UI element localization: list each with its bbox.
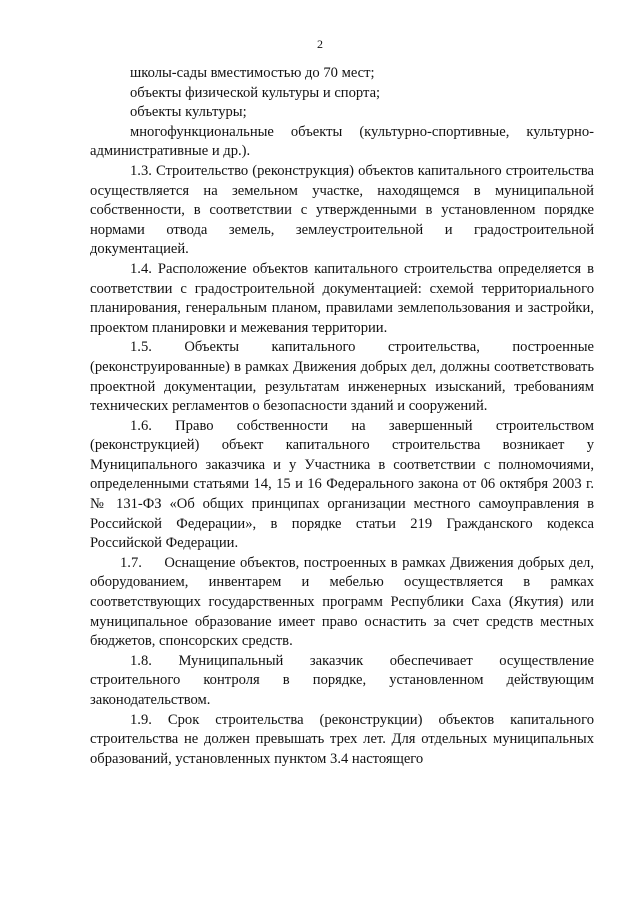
paragraph-number: 1.5. [130, 339, 152, 356]
paragraph-1-6 [90, 417, 594, 554]
paragraph-text: Расположение объектов капитального строительства определяется в соответствии с градостроительной документацией: схемой территориального планирования, генеральным планом, правилами землепользования и застройки, проектом планировки и межевания территории. [90, 260, 594, 336]
paragraph-1-4 [90, 260, 594, 338]
list-item: школы-сады вместимостью до 70 мест; [130, 65, 375, 81]
paragraph-text: Муниципальный заказчик обеспечивает осуществление строительного контроля в порядке, установленном действующим законодательством. [90, 652, 594, 708]
list-item: объекты культуры; [130, 104, 247, 121]
paragraph-text: Объекты капитального строительства, построенные (реконструированные) в рамках Движения добрых дел, должны соответствовать проектной документации, результатам инженерных изысканий, требованиям технических регламентов о безопасности зданий и сооружений. [90, 339, 594, 415]
paragraph-number: 1.7. [120, 554, 142, 571]
paragraph-text: Оснащение объектов, построенных в рамках Движения добрых дел, оборудованием, инвентарем и мебелью осуществляется в рамках соответствующих государственных программ Республики Саха (Якутия) или муниципальное образование имеет право оснастить за счет средств местных бюджетов, спонсорских средств. [90, 554, 594, 650]
paragraph-number: 1.4. [130, 260, 152, 277]
list-item: объекты физической культуры и спорта; [130, 84, 381, 101]
list-item: многофункциональные объекты (культурно-спортивные, культурно-административные и др.). [90, 123, 594, 160]
paragraph-text: Срок строительства (реконструкции) объектов капитального строительства не должен превышать трех лет. Для отдельных муниципальных образований, установленных пунктом 3.4 настоящего [90, 711, 594, 767]
paragraph-text: Право собственности на завершенный строительством (реконструкцией) объект капитального строительства возникает у Муниципального заказчика и у Участника в соответствии с полномочиями, определенными статьями 14, 15 и 16 Федерального закона от 06 октября 2003 г. № 131-ФЗ «Об общих принципах организации местного самоуправления в Российской Федерации», в порядке статьи 219 Гражданского кодекса Российской Федерации. [90, 417, 594, 552]
paragraph-1-7 [90, 554, 594, 652]
paragraph-number: 1.8. [130, 652, 152, 669]
paragraph-1-8 [90, 652, 594, 711]
paragraph-1-5 [90, 338, 594, 416]
paragraph-number: 1.6. [130, 417, 152, 434]
paragraph-number: 1.3. [130, 162, 152, 179]
paragraph-1-9 [90, 711, 594, 770]
paragraph-text: Строительство (реконструкция) объектов капитального строительства осуществляется на земельном участке, находящемся в муниципальной собственности, в соответствии с утвержденными в установленном порядке нормами отвода земель, землеустроительной и градостроительной документацией. [90, 162, 595, 258]
document-body [90, 64, 594, 769]
page-number: 2 [317, 37, 323, 51]
paragraph-number: 1.9. [130, 711, 152, 728]
paragraph-1-3 [90, 162, 594, 260]
